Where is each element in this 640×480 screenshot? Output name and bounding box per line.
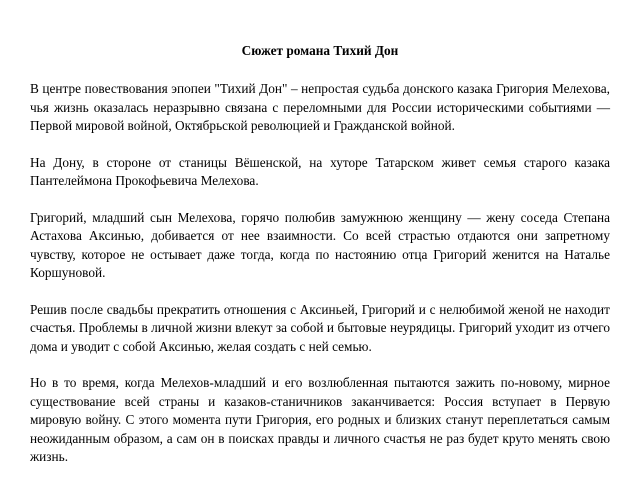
paragraph-family: На Дону, в стороне от станицы Вёшенской, на хуторе Татарском живет семья старого казака Пантелеймона Прокофьевича Мелехова.	[30, 154, 610, 188]
paragraph-intro: В центре повествования эпопеи "Тихий Дон" – непростая судьба донского казака Григория Мелехова, чья жизнь оказалась неразрывно связана с переломными для России историческими событиями — Первой мировой войной, Октябрьской революцией и Гражданской войной.	[30, 81, 610, 133]
paragraph-after-wedding: Решив после свадьбы прекратить отношения с Аксиньей, Григорий и с нелюбимой женой не находит счастья. Проблемы в личной жизни влекут за собой и бытовые неурядицы. Григорий уходит из отчего дома и уводит с собой Аксинью, желая создать с ней семью.	[30, 301, 610, 354]
paragraph-war: Но в то время, когда Мелехов-младший и его возлюбленная пытаются зажить по-новому, мирное существование всей страны и казаков-станичников заканчивается: Россия вступает в Первую мировую войну. С этого момента пути Григория, его родных и близких станут переплетаться самым неожиданным образом, а сам он в поисках правды и личного счастья не раз будет круто менять свою жизнь.	[30, 375, 610, 464]
paragraph-grigory-aksinya: Григорий, младший сын Мелехова, горячо полюбив замужнюю женщину — жену соседа Степана Астахова Аксинью, добивается от нее взаимности. Со всей страстью отдаются они запретному чувству, которое не остывает даже тогда, когда по настоянию отца Григорий женится на Наталье Коршуновой.	[30, 209, 610, 280]
document-title: Сюжет романа Тихий Дон	[241, 43, 399, 58]
